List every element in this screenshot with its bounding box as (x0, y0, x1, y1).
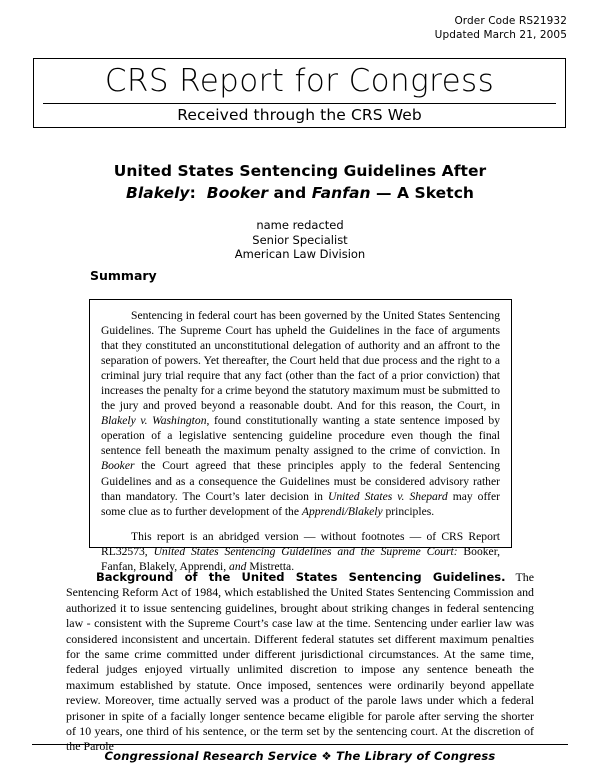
byline (60, 218, 540, 262)
title-colon: : (189, 184, 196, 202)
footer-institution: The Library of Congress (336, 749, 496, 763)
title-tail: — A Sketch (376, 184, 475, 202)
summary-p2-text-a: This report is an abridged version — without footnotes — of CRS Report RL32573, (101, 529, 500, 558)
summary-heading: Summary (90, 268, 157, 283)
page-title (60, 160, 540, 204)
title-case-fanfan: Fanfan (311, 184, 371, 202)
footer-agency: Congressional Research Service (104, 749, 318, 763)
summary-p1-text-c: the Court agreed that these principles apply to the federal Sentencing Guidelines and as a consequence the Guidelines must be considered advisory rather than mandatory. The Court’s later decision in (101, 459, 500, 503)
body-p1-text: The Sentencing Reform Act of 1984, which established the United States Sentencing Commission and authorized it to issue sentencing guidelines, brought about striking changes in federal sentencing law - consistent with the Supreme Court’s case law at the time. Sentencing under earlier law was considered inconsistent and uncertain. Different federal statutes set different maximum penalties for the same crime committed under different jurisdictional circumstances. At the same time, federal judges enjoyed virtually unlimited discretion to impose any sentence beneath the maximum established by statute. Once imposed, sentences were ordinarily beyond appellate review. Moreover, time actually served was a product of the parole laws under which a federal prisoner in spite of a facially longer sentence became eligible for parole after serving the shorter of 10 years, one third of his sentence, or the term set by the sentencing court. At the discretion of the Parole (66, 570, 534, 754)
summary-p1-text-b: , found constitutionally wanting a state sentence imposed by operation of a legislative sentencing guideline procedure even though the final sentence fell beneath the maximum penalty assigned to the crime of conviction. In (101, 414, 500, 458)
summary-p1-text-a: Sentencing in federal court has been governed by the United States Sentencing Guidelines. The Supreme Court has upheld the Guidelines in the face of arguments that they constituted an unconstitutional delegation of authority and an affront to the separation of powers. Yet thereafter, the Court held that due process and the right to a criminal jury trial require that any fact (other than the fact of a prior conviction) that increases the penalty for a crime beyond the statutory maximum must be submitted to the jury and proved beyond a reasonable doubt. And for this reason, the Court, in (101, 309, 500, 413)
summary-p1-text-d: may offer some clue as to further development of the (101, 489, 500, 518)
summary-p2-and: and (229, 559, 247, 573)
order-code: Order Code RS21932 (454, 15, 567, 27)
summary-paragraph-2 (101, 529, 500, 574)
title-conjunction: and (273, 184, 307, 202)
banner-title: CRS Report for Congress (104, 63, 495, 99)
summary-case-shepard: United States v. Shepard (328, 489, 448, 503)
banner-subtitle: Received through the CRS Web (177, 106, 422, 124)
page-footer (32, 748, 568, 764)
summary-p2-text-c: Mistretta. (246, 559, 295, 573)
summary-p2-text-b: Booker, Fanfan, Blakely, Apprendi, (101, 544, 500, 573)
body-paragraph-1 (66, 570, 534, 755)
author-role: Senior Specialist (252, 232, 348, 247)
document-header (147, 14, 567, 42)
title-case-blakely: Blakely (125, 184, 190, 202)
summary-p1-text-e: principles. (382, 504, 435, 518)
summary-box (89, 299, 512, 573)
updated-date: Updated March 21, 2005 (434, 29, 567, 41)
diamond-icon: ❖ (321, 749, 332, 763)
summary-case-blakely-washington: Blakely v. Washington (101, 414, 207, 428)
footer-divider (32, 744, 568, 745)
summary-report-title: United States Sentencing Guidelines and the Supreme Court: (153, 544, 458, 558)
title-line-1: United States Sentencing Guidelines After (113, 162, 487, 180)
author-division: American Law Division (234, 247, 366, 261)
runin-heading-background: Background of the United States Sentencing Guidelines. (96, 570, 506, 584)
author-name: name redacted (256, 218, 344, 232)
title-line-2 (60, 182, 540, 204)
crs-banner (33, 58, 566, 128)
body-section (66, 570, 534, 755)
title-case-booker: Booker (206, 184, 269, 202)
summary-case-booker: Booker (101, 459, 135, 473)
summary-paragraph-1 (101, 308, 500, 519)
summary-case-apprendi-blakely: Apprendi/Blakely (301, 504, 383, 518)
